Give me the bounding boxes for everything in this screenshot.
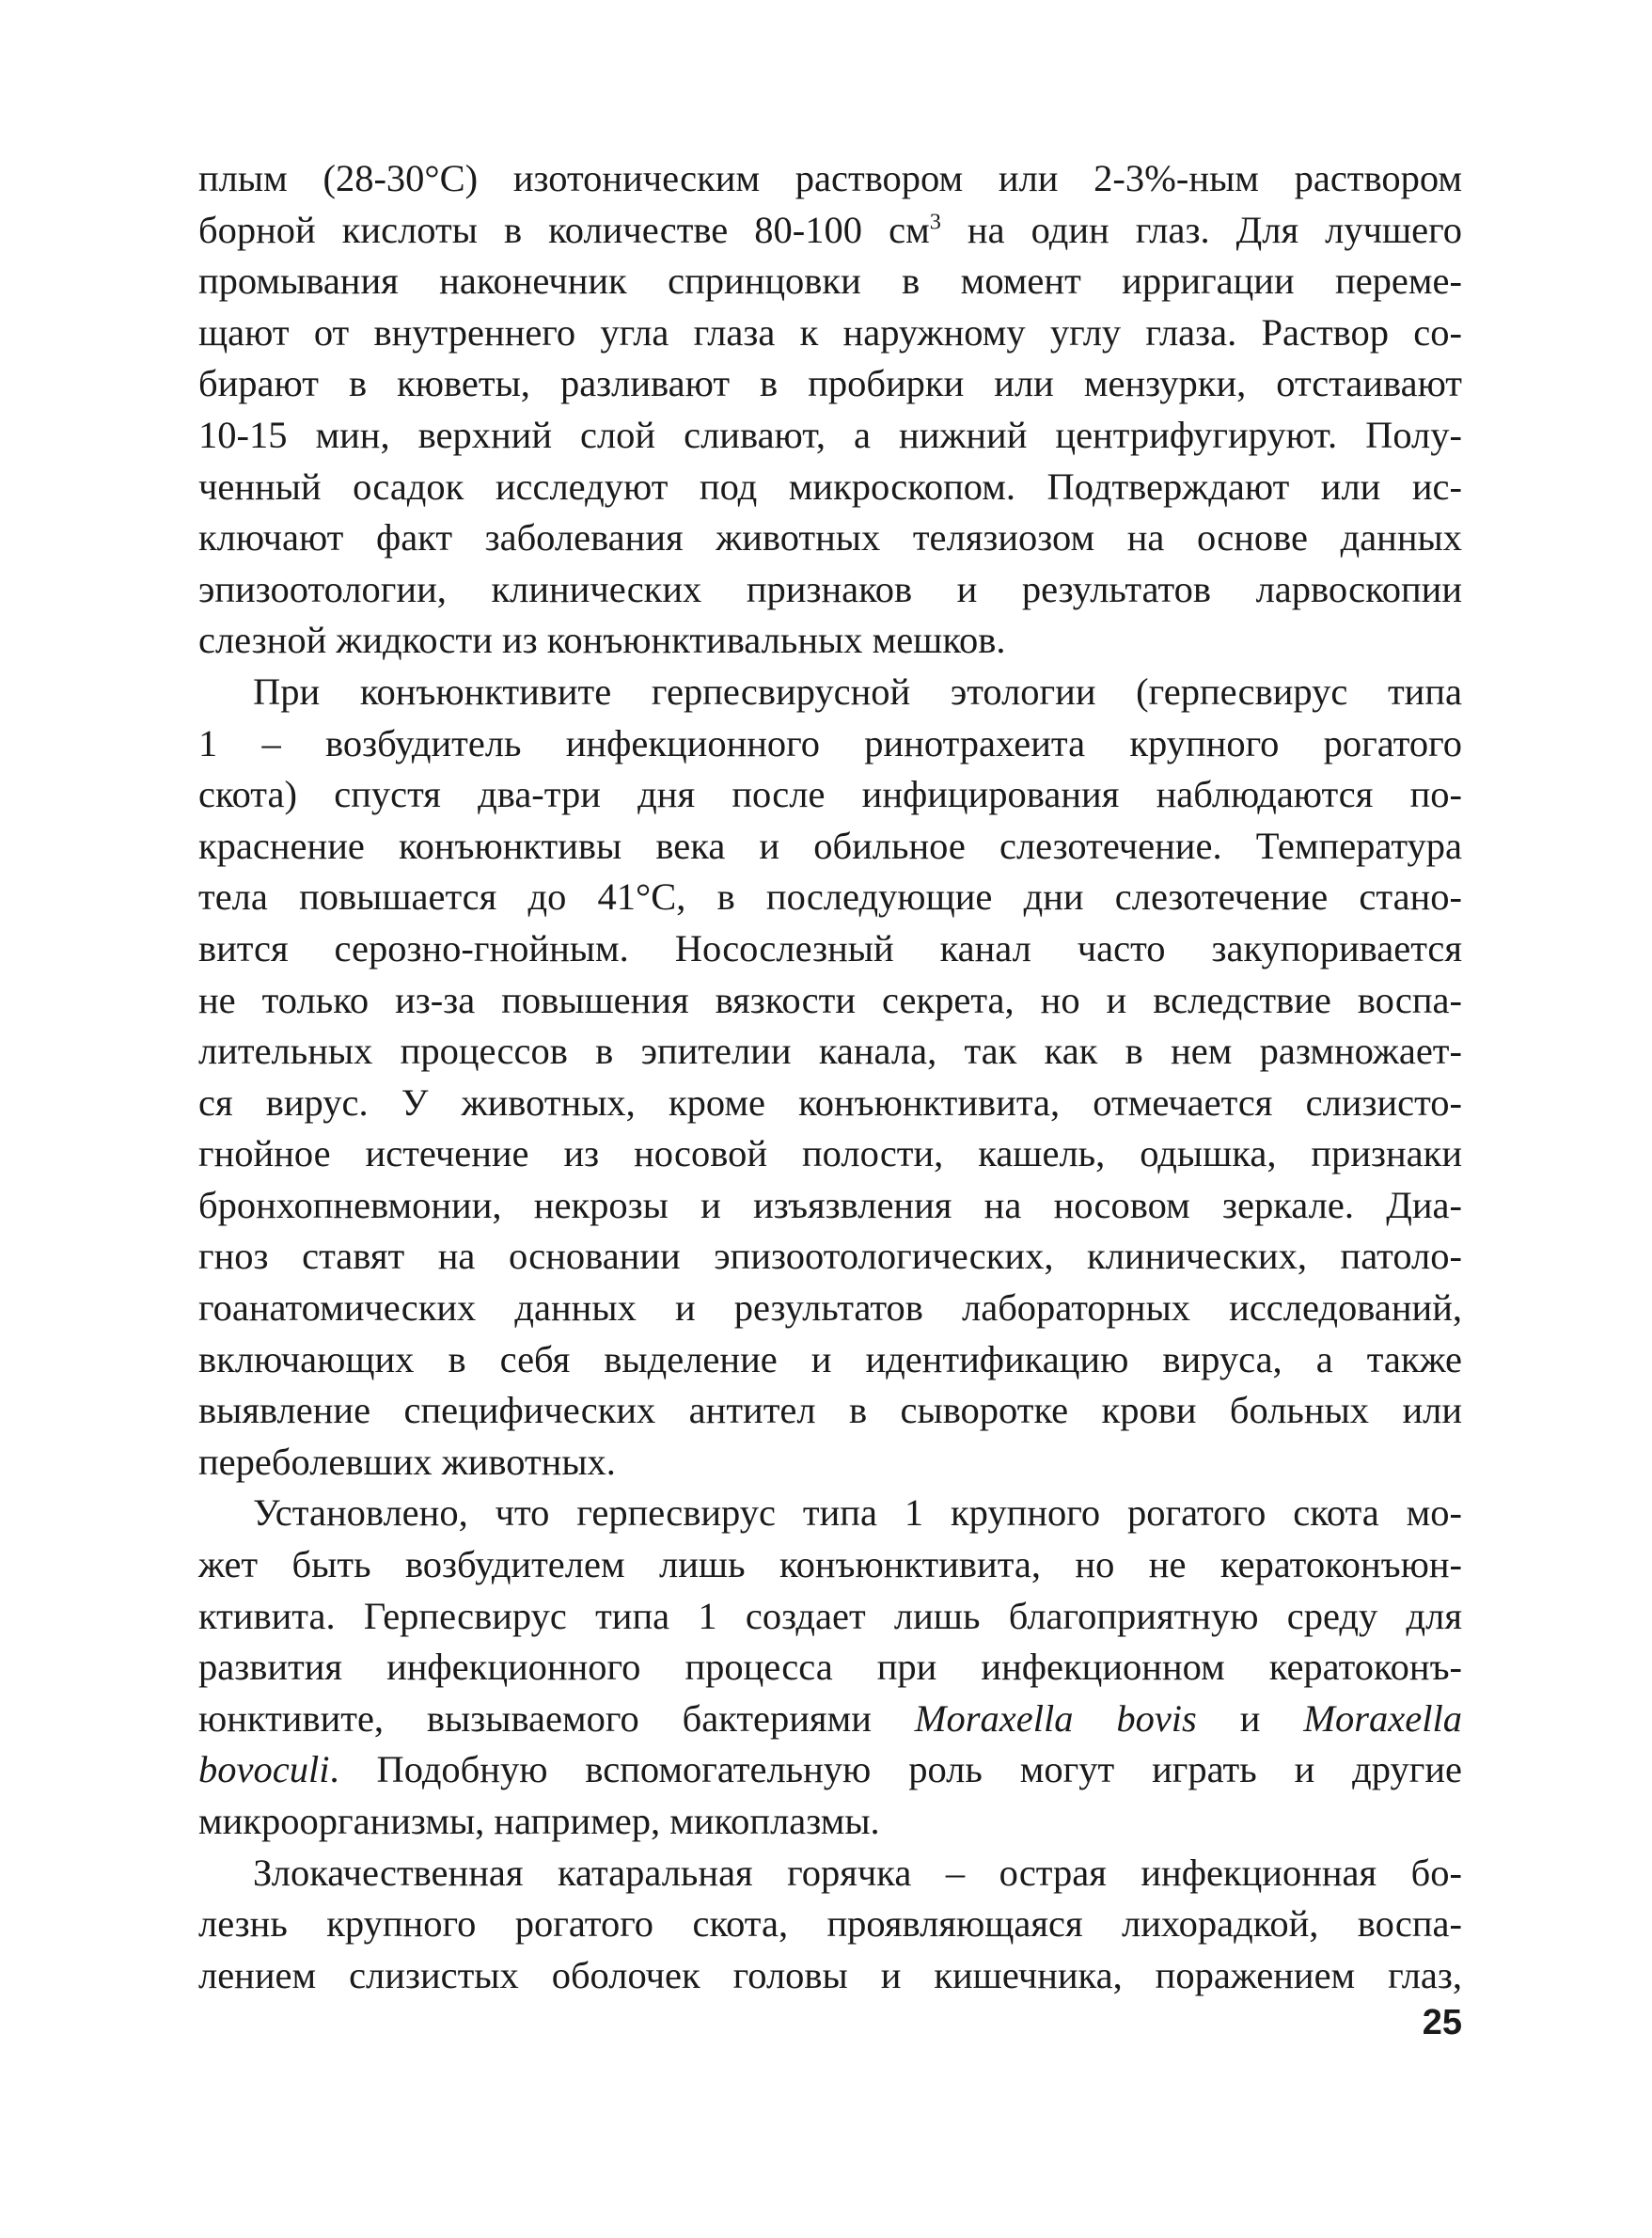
- text-line: лительных процессов в эпителии канала, так как в нем размножает-: [198, 1030, 1462, 1073]
- text-line: [198, 205, 1462, 257]
- text-line: При конъюнктивите герпесвирусной этологии (герпесвирус типа: [253, 670, 1462, 713]
- text-segment: борной кислоты в количестве 80-100 см: [198, 208, 930, 251]
- text-line: вится серозно-гнойным. Носослезный канал часто закупоривается: [198, 926, 1462, 969]
- text-line: Злокачественная катаральная горячка – острая инфекционная бо-: [253, 1851, 1462, 1894]
- text-line: гноз ставят на основании эпизоотологических, клинических, патоло-: [198, 1235, 1462, 1278]
- text-segment: . Подобную вспомогательную роль могут играть и другие: [329, 1748, 1462, 1791]
- text-line: включающих в себя выделение и идентификацию вируса, а также: [198, 1337, 1462, 1380]
- body-text: [198, 153, 1462, 2001]
- text-line: эпизоотологии, клинических признаков и результатов ларвоскопии: [198, 567, 1462, 610]
- text-line: 1 – возбудитель инфекционного ринотрахеита крупного рогатого: [198, 721, 1462, 764]
- paragraph-2: [198, 667, 1462, 1489]
- text-line: [198, 1694, 1462, 1745]
- paragraph-3: [198, 1488, 1462, 1847]
- species-name: Moraxella: [1303, 1696, 1462, 1740]
- text-segment: юнктивите, вызываемого бактериями: [198, 1696, 915, 1740]
- page-number: 25: [1422, 2003, 1462, 2042]
- text-line: скота) спустя два-три дня после инфицирования наблюдаются по-: [198, 773, 1462, 816]
- text-line: ченный осадок исследуют под микроскопом. Подтверждают или ис-: [198, 465, 1462, 508]
- text-line: развития инфекционного процесса при инфекционном кератоконъ-: [198, 1646, 1462, 1689]
- text-line: краснение конъюнктивы века и обильное слезотечение. Температура: [198, 824, 1462, 867]
- text-line: гоанатомических данных и результатов лабораторных исследований,: [198, 1286, 1462, 1330]
- text-line: лением слизистых оболочек головы и кишечника, поражением глаз,: [198, 1953, 1462, 1996]
- text-line: Установлено, что герпесвирус типа 1 крупного рогатого скота мо-: [253, 1491, 1462, 1535]
- text-line: ктивита. Герпесвирус типа 1 создает лишь благоприятную среду для: [198, 1594, 1462, 1637]
- species-name: bovoculi: [198, 1748, 330, 1791]
- text-line: плым (28-30°С) изотоническим раствором или 2-3%-ным раствором: [198, 157, 1462, 199]
- text-line: [198, 1744, 1462, 1796]
- text-line: гнойное истечение из носовой полости, кашель, одышка, признаки: [198, 1132, 1462, 1175]
- text-line: лезнь крупного рогатого скота, проявляющаяся лихорадкой, воспа-: [198, 1902, 1462, 1946]
- text-line: ключают факт заболевания животных телязиозом на основе данных: [198, 516, 1462, 560]
- text-line: жет быть возбудителем лишь конъюнктивита, но не кератоконъюн-: [198, 1543, 1462, 1586]
- text-line: переболевших животных.: [198, 1440, 616, 1483]
- paragraph-1: [198, 153, 1462, 667]
- text-line: выявление специфических антител в сыворотке крови больных или: [198, 1389, 1462, 1432]
- text-line: ся вирус. У животных, кроме конъюнктивита, отмечается слизисто-: [198, 1080, 1462, 1124]
- paragraph-4: [198, 1848, 1462, 2002]
- superscript: 3: [929, 209, 941, 235]
- text-line: тела повышается до 41°С, в последующие дни слезотечение стано-: [198, 875, 1462, 919]
- text-line: бирают в кюветы, разливают в пробирки или мензурки, отстаивают: [198, 362, 1462, 405]
- text-line: промывания наконечник спринцовки в момент ирригации переме-: [198, 260, 1462, 303]
- text-line: слезной жидкости из конъюнктивальных мешков.: [198, 619, 1006, 662]
- text-line: 10-15 мин, верхний слой сливают, а нижний центрифугируют. Полу-: [198, 413, 1462, 456]
- text-segment: на один глаз. Для лучшего: [940, 208, 1463, 251]
- text-segment: и: [1196, 1696, 1304, 1740]
- text-line: не только из-за повышения вязкости секрета, но и вследствие воспа-: [198, 978, 1462, 1021]
- text-line: щают от внутреннего угла глаза к наружному углу глаза. Раствор со-: [198, 310, 1462, 354]
- text-line: микроорганизмы, например, микоплазмы.: [198, 1800, 880, 1842]
- text-line: бронхопневмонии, некрозы и изъязвления на носовом зеркале. Диа-: [198, 1183, 1462, 1226]
- species-name: Moraxella bovis: [914, 1696, 1197, 1740]
